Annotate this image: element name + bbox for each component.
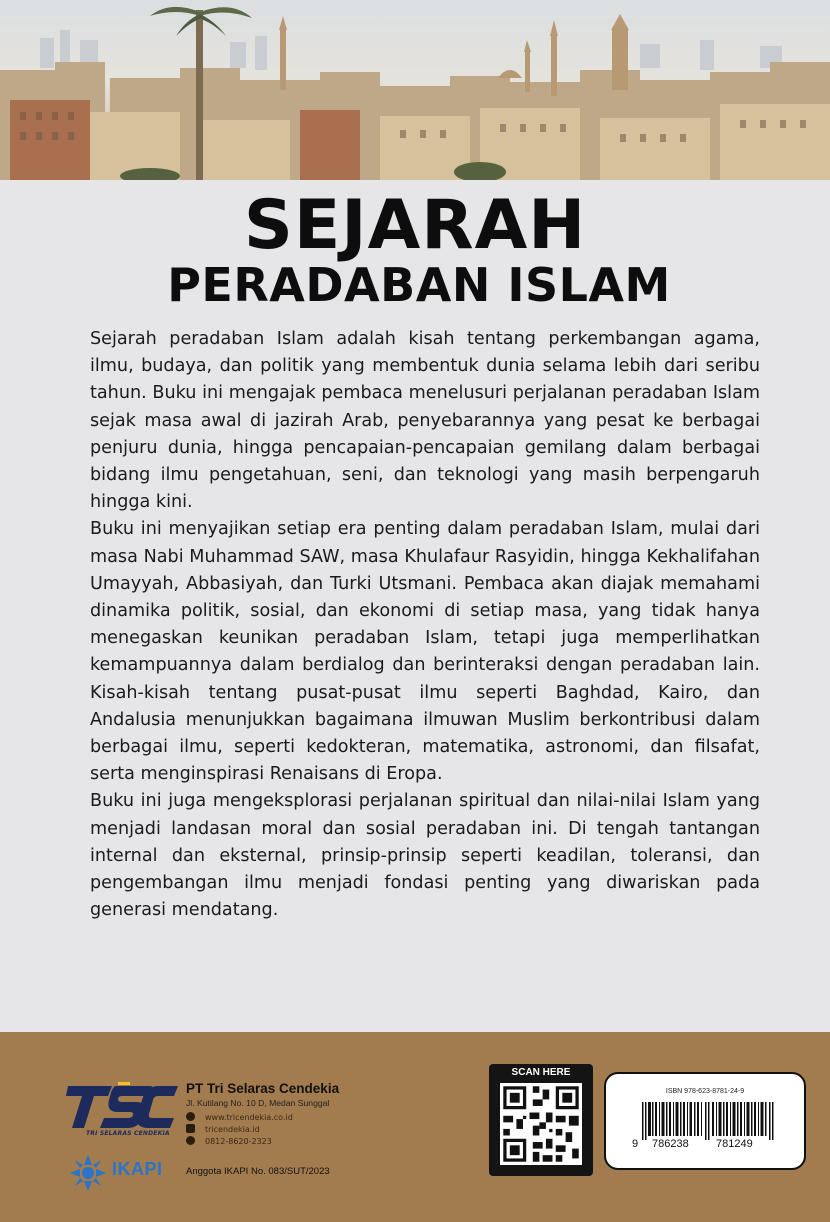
- ikapi-membership: Anggota IKAPI No. 083/SUT/2023: [186, 1166, 330, 1177]
- isbn-barcode-panel: [604, 1072, 806, 1170]
- synopsis: [90, 326, 760, 924]
- instagram-handle[interactable]: tricendekia.id: [205, 1125, 260, 1134]
- tsc-logo-tagline: TRI SELARAS CENDEKIA: [86, 1130, 170, 1137]
- synopsis-paragraph: Buku ini menyajikan setiap era penting dalam peradaban Islam, mulai dari masa Nabi Muhammad SAW, masa Khulafaur Rasyidin, hingga Kekhalifahan Umayyah, Abbasiyah, dan Turki Utsmani. Pembaca akan diajak memahami dinamika politik, sosial, dan ekonomi di setiap masa, yang tidak hanya menegaskan keunikan peradaban Islam, tetapi juga memperlihatkan kemampuannya dalam berdialog dan berinteraksi dengan peradaban lain. Kisah-kisah tentang pusat-pusat ilmu seperti Baghdad, Kairo, dan Andalusia menunjukkan bagaimana ilmuwan Muslim berkontribusi dalam berbagai ilmu, seperti kedokteran, matematika, astronomi, dan filsafat, serta menginspirasi Renaisans di Eropa.: [90, 519, 760, 785]
- book-subtitle: PERADABAN ISLAM: [167, 258, 671, 312]
- qr-code-panel[interactable]: [489, 1064, 593, 1176]
- skyline-illustration: [0, 0, 830, 180]
- city-skyline-photo: [0, 0, 830, 180]
- website-link[interactable]: www.tricendekia.co.id: [205, 1113, 293, 1122]
- synopsis-paragraph: Sejarah peradaban Islam adalah kisah tentang perkembangan agama, ilmu, budaya, dan politik yang membentuk dunia selama lebih dari seribu tahun. Buku ini mengajak pembaca menelusuri perjalanan peradaban Islam sejak masa awal di jazirah Arab, penyebarannya yang pesat ke berbagai penjuru dunia, hingga pencapaian-pencapaian gemilang dalam berbagai bidang ilmu pengetahuan, seni, dan teknologi yang masih berpengaruh hingga kini.: [90, 329, 760, 513]
- website-row: [186, 1112, 293, 1122]
- isbn-digits-left: 786238: [652, 1138, 689, 1150]
- whatsapp-icon: [186, 1136, 195, 1145]
- synopsis-paragraph: Buku ini juga mengeksplorasi perjalanan spiritual dan nilai-nilai Islam yang menjadi landasan moral dan sosial peradaban ini. Di tengah tantangan internal dan eksternal, prinsip-prinsip seperti keadilan, toleransi, dan pengembangan ilmu menjadi fondasi penting yang diwariskan pada generasi mendatang.: [90, 791, 760, 921]
- instagram-row: [186, 1124, 260, 1134]
- phone-row: [186, 1136, 272, 1146]
- qr-label: SCAN HERE: [511, 1067, 571, 1078]
- publisher-address: Jl. Kutilang No. 10 D, Medan Sunggal: [186, 1098, 330, 1108]
- phone-number[interactable]: 0812-8620-2323: [205, 1137, 272, 1146]
- ikapi-logo-icon: [68, 1153, 108, 1193]
- isbn-digits-right: 781249: [716, 1138, 753, 1150]
- ikapi-label: IKAPI: [112, 1159, 163, 1179]
- qr-code-icon[interactable]: [500, 1083, 582, 1165]
- instagram-icon: [186, 1124, 195, 1133]
- globe-icon: [186, 1112, 195, 1121]
- isbn-label: ISBN 978-623-8781-24-9: [665, 1088, 745, 1095]
- barcode-icon: [642, 1102, 774, 1140]
- publisher-name: PT Tri Selaras Cendekia: [186, 1081, 340, 1096]
- book-title: SEJARAH: [243, 186, 587, 265]
- isbn-digit-first: 9: [632, 1138, 639, 1150]
